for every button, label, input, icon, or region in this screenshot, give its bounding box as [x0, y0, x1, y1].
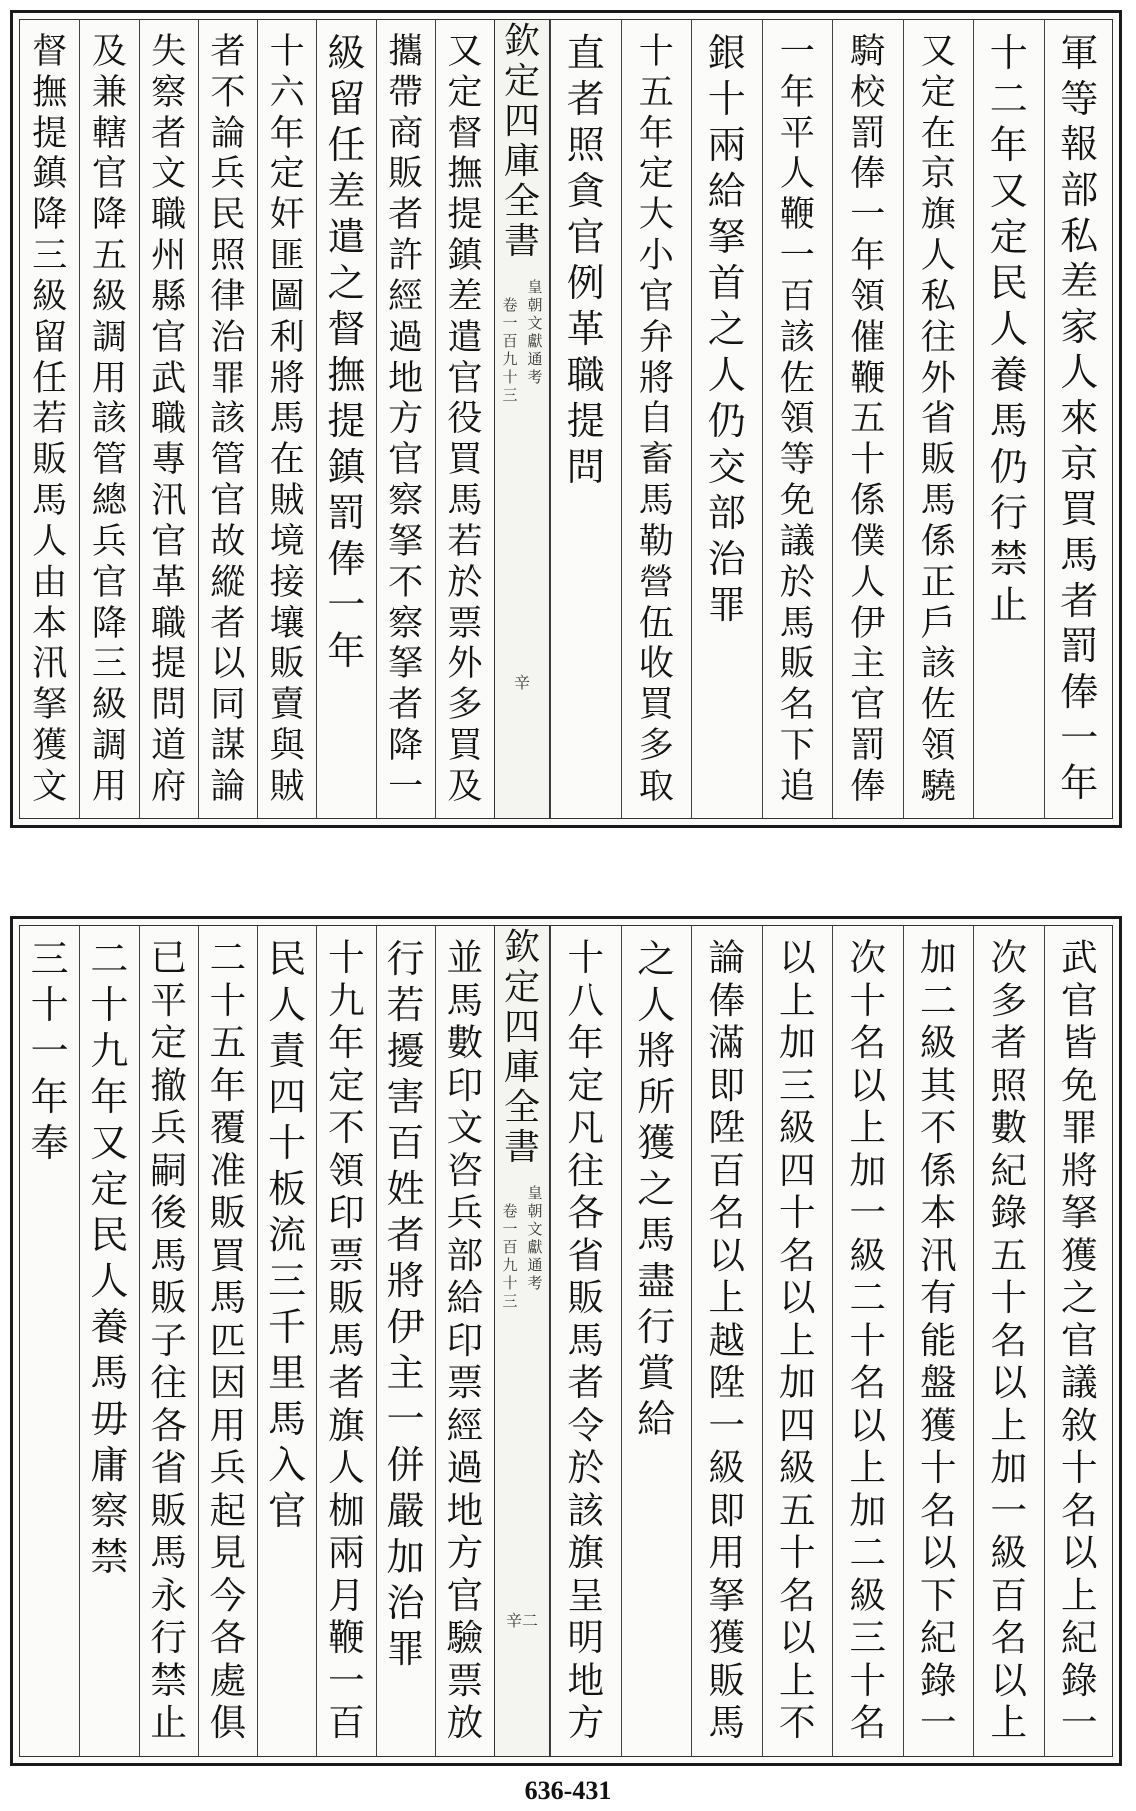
text-column [691, 926, 762, 1756]
column-text: 者 不 論 兵 民 照 律 治 罪 該 管 官 故 縱 者 以 同 謀 論 [210, 31, 246, 807]
column-text: 軍 等 報 部 私 差 家 人 來 京 買 馬 者 罰 俸 一 年 [1060, 31, 1099, 806]
lower-page [10, 916, 1122, 1766]
column-text: 次 十 名 以 上 加 一 級 二 十 名 以 上 加 二 級 三 十 名 [849, 936, 887, 1745]
upper-page [10, 10, 1122, 828]
text-column [1044, 926, 1115, 1756]
column-text: 並 馬 數 印 文 咨 兵 部 給 印 票 經 過 地 方 官 驗 票 放 [446, 936, 484, 1745]
column-text: 十 二 年 又 定 民 人 養 馬 仍 行 禁 止 [989, 31, 1028, 627]
column-text: 及 兼 轄 官 降 五 級 調 用 該 管 總 兵 官 降 三 級 調 用 [91, 31, 127, 807]
column-text: 武 官 皆 免 罪 將 拏 獲 之 官 議 敘 十 名 以 上 紀 錄 一 [1060, 936, 1098, 1745]
text-column [257, 20, 316, 818]
text-column [139, 926, 198, 1756]
text-column [79, 20, 138, 818]
column-text: 次 多 者 照 數 紀 錄 五 十 名 以 上 加 一 級 百 名 以 上 [990, 936, 1028, 1745]
text-column [198, 926, 257, 1756]
column-text: 十 九 年 定 不 領 印 票 販 馬 者 旗 人 枷 兩 月 鞭 一 百 [328, 936, 365, 1745]
text-column [550, 926, 621, 1756]
text-column [139, 20, 198, 818]
column-text: 之 人 將 所 獲 之 馬 盡 行 賞 給 [637, 937, 676, 1441]
gutter-folio: 辛 [513, 673, 530, 692]
text-column [832, 20, 903, 818]
text-column [376, 20, 435, 818]
text-column [903, 926, 974, 1756]
text-column [973, 926, 1044, 1756]
text-column [621, 926, 692, 1756]
column-text: 騎 校 罰 俸 一 年 領 催 鞭 五 十 係 僕 人 伊 主 官 罰 俸 [850, 31, 886, 807]
column-text: 十 八 年 定 凡 往 各 省 販 馬 者 令 於 該 旗 呈 明 地 方 [567, 936, 605, 1745]
column-text: 銀 十 兩 給 拏 首 之 人 仍 交 部 治 罪 [707, 31, 746, 627]
column-text: 行 若 擾 害 百 姓 者 將 伊 主 一 併 嚴 加 治 罪 [386, 937, 425, 1671]
column-text: 民 人 責 四 十 板 流 三 千 里 馬 入 官 [268, 937, 307, 1533]
page-number: 636-431 [524, 1776, 612, 1805]
column-text: 攜 帶 商 販 者 許 經 過 地 方 官 察 拏 不 察 拏 者 降 一 [388, 31, 424, 807]
text-column [832, 926, 903, 1756]
text-column [762, 926, 833, 1756]
text-column [691, 20, 762, 818]
text-column [79, 926, 138, 1756]
text-column [316, 926, 375, 1756]
column-text: 一 年 平 人 鞭 一 百 該 佐 領 等 免 議 於 馬 販 名 下 追 [779, 31, 815, 807]
text-column [20, 20, 79, 818]
gutter-folio: 辛二 [505, 1611, 538, 1630]
column-text: 十 五 年 定 大 小 官 弁 將 自 畜 馬 勒 營 伍 收 買 多 取 [638, 31, 674, 807]
text-column [621, 20, 692, 818]
gutter-source: 皇 朝 文 獻 通 考 [527, 1184, 543, 1292]
text-column [973, 20, 1044, 818]
lower-page-frame [19, 925, 1113, 1757]
text-column [550, 20, 621, 818]
column-text: 又 定 在 京 旗 人 私 往 外 省 販 馬 係 正 戶 該 佐 領 驍 [920, 31, 956, 807]
text-column [376, 926, 435, 1756]
column-text: 失 察 者 文 職 州 縣 官 武 職 專 汛 官 革 職 提 問 道 府 [151, 31, 187, 807]
column-text: 直 者 照 貪 官 例 革 職 提 問 [566, 31, 605, 489]
text-column [762, 20, 833, 818]
book-gutter [494, 20, 550, 818]
text-column [435, 20, 494, 818]
column-text: 三 十 一 年 奉 [30, 937, 69, 1165]
text-column [316, 20, 375, 818]
text-column [257, 926, 316, 1756]
column-text: 二 十 九 年 又 定 民 人 養 馬 毋 庸 察 禁 [90, 937, 129, 1579]
text-column [435, 926, 494, 1756]
text-column [198, 20, 257, 818]
upper-page-frame [19, 19, 1113, 819]
column-text: 級 留 任 差 遣 之 督 撫 提 鎮 罰 俸 一 年 [327, 31, 366, 673]
gutter-title: 欽 定 四 庫 全 書 [503, 927, 540, 1168]
column-text: 十 六 年 定 奸 匪 圖 利 將 馬 在 賊 境 接 壤 販 賣 與 賊 [269, 31, 305, 807]
book-gutter [494, 926, 550, 1756]
column-text: 加 二 級 其 不 係 本 汛 有 能 盤 獲 十 名 以 下 紀 錄 一 [919, 936, 957, 1745]
column-text: 又 定 督 撫 提 鎮 差 遣 官 役 買 馬 若 於 票 外 多 買 及 [447, 31, 483, 807]
gutter-volume: 卷 一 百 九 十 三 [502, 1202, 518, 1310]
gutter-title: 欽 定 四 庫 全 書 [503, 21, 540, 262]
column-text: 二 十 五 年 覆 准 販 買 馬 匹 因 用 兵 起 見 今 各 處 俱 [209, 936, 247, 1745]
column-text: 論 俸 滿 即 陞 百 名 以 上 越 陞 一 級 即 用 拏 獲 販 馬 [708, 936, 746, 1745]
text-column [903, 20, 974, 818]
column-text: 督 撫 提 鎮 降 三 級 留 任 若 販 馬 人 由 本 汛 拏 獲 文 [32, 31, 68, 807]
column-text: 已 平 定 撤 兵 嗣 後 馬 販 子 往 各 省 販 馬 永 行 禁 止 [150, 936, 187, 1745]
column-text: 以 上 加 三 級 四 十 名 以 上 加 四 級 五 十 名 以 上 不 [778, 936, 816, 1745]
text-column [1044, 20, 1115, 818]
text-column [20, 926, 79, 1756]
gutter-source: 皇 朝 文 獻 通 考 [527, 278, 543, 386]
gutter-volume: 卷 一 百 九 十 三 [502, 296, 518, 404]
